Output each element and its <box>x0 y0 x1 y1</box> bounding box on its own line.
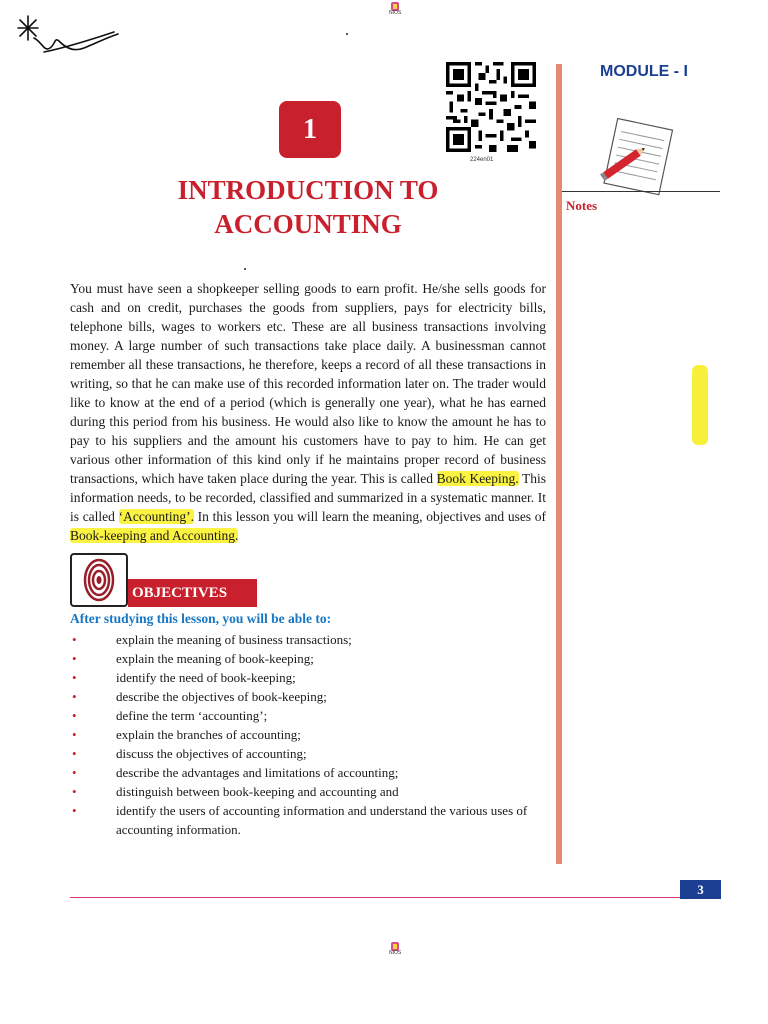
pen-scribble <box>14 12 124 60</box>
list-item <box>70 725 550 744</box>
footer-rule <box>70 897 680 898</box>
list-item <box>70 763 550 782</box>
objectives-list <box>70 630 550 839</box>
bullet: • <box>72 651 77 666</box>
bullet: • <box>72 803 77 818</box>
notes-pencil-icon <box>596 118 676 198</box>
list-item-text: identify the users of accounting information and understand the various uses of accounting information. <box>116 803 528 837</box>
bullet: • <box>72 727 77 742</box>
list-item <box>70 687 550 706</box>
highlight-accounting: ‘Accounting’. <box>118 509 194 524</box>
list-item-text: define the term ‘accounting’; <box>116 708 268 723</box>
intro-text: You must have seen a shopkeeper selling goods to earn profit. He/she sells goods for cash and on credit, purchases the goods from suppliers, pays for electricity bills, telephone bills, wages to workers etc. These are all business transactions involving money. A large number of such transactions take place daily. A businessman cannot remember all these transactions, he therefore, keeps a record of all these transactions in writing, so that he can make use of this recorded information later on. The trader would like to know at the end of a period (which is generally one year), what he has earned during this period from his business. He would also like to know the amount he has to pay to his suppliers and the amount his customers have to pay to him. He can get various other information of this kind only if he maintains proper record of business transactions, which have taken place during the year. This is called <box>70 281 546 486</box>
qr-code-label: 224en01 <box>470 157 494 163</box>
notes-divider <box>562 191 720 192</box>
bullet: • <box>72 670 77 685</box>
bullet: • <box>72 689 77 704</box>
highlight-book-keeping-and-accounting: Book-keeping and Accounting. <box>70 528 239 543</box>
target-icon <box>70 553 128 607</box>
list-item-text: identify the need of book-keeping; <box>116 670 296 685</box>
list-item <box>70 744 550 763</box>
notes-label: Notes <box>566 198 598 213</box>
highlight-book-keeping: Book Keeping. <box>436 471 519 486</box>
margin-rule <box>556 64 562 864</box>
list-item <box>70 630 550 649</box>
objectives-heading: OBJECTIVES <box>128 579 257 607</box>
module-label: MODULE - I <box>600 63 688 80</box>
list-item-text: distinguish between book-keeping and accounting and <box>116 784 399 799</box>
list-item-text: describe the objectives of book-keeping; <box>116 689 327 704</box>
chapter-title: INTRODUCTION TO ACCOUNTING <box>177 175 439 239</box>
list-item <box>70 801 550 839</box>
nios-logo: NIOS <box>386 942 404 956</box>
objectives-intro: After studying this lesson, you will be able to: <box>70 611 332 626</box>
bullet: • <box>72 765 77 780</box>
list-item <box>70 649 550 668</box>
bullet: • <box>72 784 77 799</box>
bullet: • <box>72 746 77 761</box>
chapter-number-badge: 1 <box>279 101 341 158</box>
margin-highlight-mark <box>692 365 708 445</box>
qr-code <box>443 62 539 152</box>
stray-dot <box>346 33 348 35</box>
intro-paragraph <box>70 279 546 545</box>
list-item <box>70 782 550 801</box>
list-item <box>70 668 550 687</box>
list-item-text: describe the advantages and limitations of accounting; <box>116 765 399 780</box>
list-item-text: discuss the objectives of accounting; <box>116 746 307 761</box>
list-item <box>70 706 550 725</box>
list-item-text: explain the branches of accounting; <box>116 727 301 742</box>
nios-logo: NIOS <box>386 2 404 16</box>
bullet: • <box>72 708 77 723</box>
intro-text: In this lesson you will learn the meaning, objectives and uses of <box>193 509 546 524</box>
bullet: • <box>72 632 77 647</box>
intro-text: This information needs, to be recorded, classified and summarized in a systematic manner. It is called <box>70 471 546 524</box>
list-item-text: explain the meaning of business transactions; <box>116 632 352 647</box>
list-item-text: explain the meaning of book-keeping; <box>116 651 314 666</box>
stray-dot <box>244 268 246 270</box>
page-number: 3 <box>680 880 721 899</box>
